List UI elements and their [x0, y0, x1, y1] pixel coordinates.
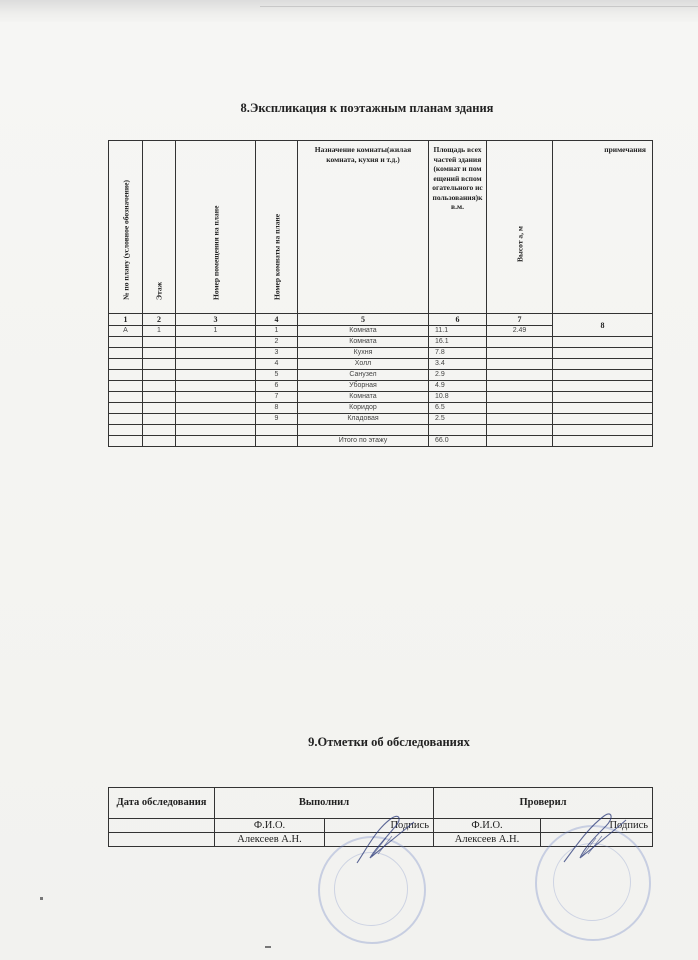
cell-height: [487, 403, 553, 414]
header-floor: Этаж: [143, 141, 176, 314]
cell-note: [553, 425, 653, 436]
cell-premise: 1: [176, 326, 256, 337]
cell-room: [256, 425, 298, 436]
cell-room: 8: [256, 403, 298, 414]
cell-date: [109, 833, 215, 847]
header-plan-number: № по плану (условное обозначение): [109, 141, 143, 314]
cell-premise: [176, 337, 256, 348]
cell-height: [487, 337, 553, 348]
header-checked-by: Проверил: [434, 788, 653, 819]
cell-area: 2.5: [429, 414, 487, 425]
cell-height: [487, 348, 553, 359]
col-number: 8: [553, 314, 653, 337]
cell-premise: [176, 348, 256, 359]
cell-plan: [109, 436, 143, 447]
cell-plan: [109, 392, 143, 403]
header-premise-number: Номер помещения на плане: [176, 141, 256, 314]
cell-room: 6: [256, 381, 298, 392]
table-row: [109, 392, 653, 403]
cell-floor: [143, 425, 176, 436]
cell-area: 7.8: [429, 348, 487, 359]
page-mark-left: [40, 897, 43, 900]
cell-purpose: [298, 425, 429, 436]
header-height: Высот а, м: [487, 141, 553, 314]
table-row: [109, 403, 653, 414]
cell-room: 4: [256, 359, 298, 370]
table-row: [109, 337, 653, 348]
cell-floor: [143, 436, 176, 447]
section-9-title: 9.Отметки об обследованиях: [308, 735, 470, 749]
cell-height: [487, 425, 553, 436]
cell-purpose: Коридор: [298, 403, 429, 414]
cell-premise: [176, 381, 256, 392]
cell-area: 4.9: [429, 381, 487, 392]
table-row: [109, 359, 653, 370]
cell-note: [553, 414, 653, 425]
cell-plan: [109, 381, 143, 392]
header-area: Площадь всех частей здания(комнат и помещений вспомогательного использования)кв.м.: [429, 141, 487, 314]
cell-premise: [176, 392, 256, 403]
cell-purpose: Санузел: [298, 370, 429, 381]
cell-room: 9: [256, 414, 298, 425]
cell-area: 6.5: [429, 403, 487, 414]
cell-plan: [109, 348, 143, 359]
cell-floor: [143, 359, 176, 370]
signature-performer: [352, 808, 422, 868]
col-number: 7: [487, 314, 553, 326]
cell-purpose: Комната: [298, 392, 429, 403]
cell-floor: [143, 337, 176, 348]
header-room-purpose: Назначение комнаты(жилая комната, кухня и т.д.): [298, 141, 429, 314]
table-row: [109, 381, 653, 392]
cell-height: [487, 392, 553, 403]
cell-premise: [176, 425, 256, 436]
checker-name: Алексеев А.Н.: [434, 833, 541, 847]
subheader-signature: Подпись: [325, 819, 434, 833]
explication-table: [108, 140, 653, 447]
cell-room: 3: [256, 348, 298, 359]
cell-purpose: Уборная: [298, 381, 429, 392]
cell-room: 2: [256, 337, 298, 348]
performer-name: Алексеев А.Н.: [215, 833, 325, 847]
col-number: 3: [176, 314, 256, 326]
cell-purpose: Комната: [298, 326, 429, 337]
cell-area: 10.8: [429, 392, 487, 403]
cell-plan: [109, 414, 143, 425]
cell-area: 16.1: [429, 337, 487, 348]
cell-purpose: Кладовая: [298, 414, 429, 425]
cell-room: 7: [256, 392, 298, 403]
signature-checker: [560, 806, 632, 866]
cell-plan: [109, 359, 143, 370]
cell-height: [487, 359, 553, 370]
cell-empty: [109, 819, 215, 833]
header-inspection-date: Дата обследования: [109, 788, 215, 819]
cell-floor: [143, 381, 176, 392]
cell-height: [487, 381, 553, 392]
cell-premise: [176, 403, 256, 414]
cell-height: 2.49: [487, 326, 553, 337]
explication-header-row: [109, 141, 653, 314]
cell-note: [553, 370, 653, 381]
cell-plan: А: [109, 326, 143, 337]
cell-purpose: Кухня: [298, 348, 429, 359]
cell-floor: [143, 392, 176, 403]
table-row: [109, 425, 653, 436]
cell-premise: [176, 414, 256, 425]
cell-note: [553, 403, 653, 414]
col-number: 5: [298, 314, 429, 326]
table-row: [109, 348, 653, 359]
cell-premise: [176, 370, 256, 381]
header-notes: примечания: [553, 141, 653, 314]
col-number: 4: [256, 314, 298, 326]
cell-note: [553, 348, 653, 359]
header-room-number: Номер комнаты на плане: [256, 141, 298, 314]
cell-note: [553, 381, 653, 392]
subheader-name: Ф.И.О.: [434, 819, 541, 833]
cell-height: [487, 436, 553, 447]
cell-note: [553, 436, 653, 447]
cell-plan: [109, 370, 143, 381]
cell-purpose: Холл: [298, 359, 429, 370]
total-row: [109, 436, 653, 447]
cell-height: [487, 370, 553, 381]
section-8-title: 8.Экспликация к поэтажным планам здания: [240, 101, 494, 115]
cell-height: [487, 414, 553, 425]
header-performed-by: Выполнил: [215, 788, 434, 819]
cell-room: [256, 436, 298, 447]
cell-premise: [176, 436, 256, 447]
scanned-page-edge: [0, 0, 698, 22]
table-row: [109, 370, 653, 381]
cell-floor: 1: [143, 326, 176, 337]
col-number: 6: [429, 314, 487, 326]
cell-note: [553, 337, 653, 348]
cell-area: 3.4: [429, 359, 487, 370]
column-numbers-row: [109, 314, 653, 326]
cell-plan: [109, 403, 143, 414]
subheader-name: Ф.И.О.: [215, 819, 325, 833]
cell-plan: [109, 337, 143, 348]
cell-note: [553, 392, 653, 403]
page-mark-bottom: [265, 946, 271, 948]
subheader-signature: Подпись: [541, 819, 653, 833]
cell-room: 1: [256, 326, 298, 337]
cell-room: 5: [256, 370, 298, 381]
cell-floor: [143, 414, 176, 425]
cell-floor: [143, 348, 176, 359]
table-row: [109, 414, 653, 425]
cell-note: [553, 359, 653, 370]
cell-total-area: 66.0: [429, 436, 487, 447]
cell-plan: [109, 425, 143, 436]
col-number: 1: [109, 314, 143, 326]
cell-floor: [143, 370, 176, 381]
cell-area: 11.1: [429, 326, 487, 337]
cell-total-label: Итого по этажу: [298, 436, 429, 447]
cell-floor: [143, 403, 176, 414]
cell-area: 2.9: [429, 370, 487, 381]
cell-premise: [176, 359, 256, 370]
cell-purpose: Комната: [298, 337, 429, 348]
cell-area: [429, 425, 487, 436]
col-number: 2: [143, 314, 176, 326]
